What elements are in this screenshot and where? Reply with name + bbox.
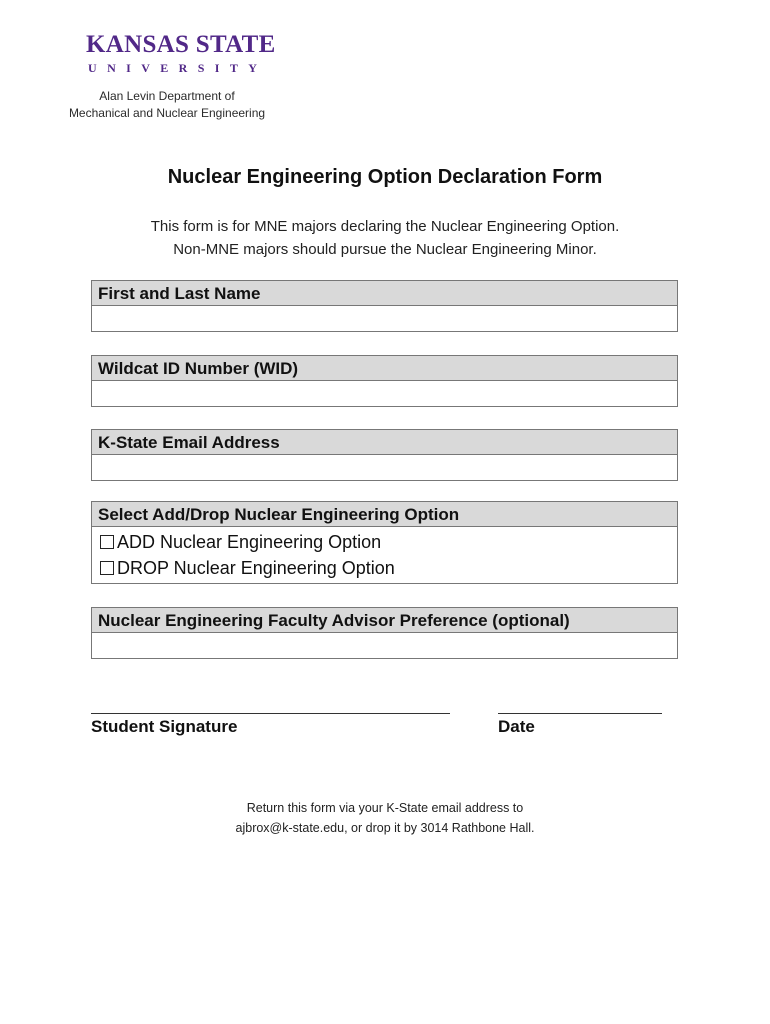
footer-line-2: ajbrox@k-state.edu, or drop it by 3014 Rathbone Hall. bbox=[235, 821, 535, 835]
student-signature-label: Student Signature bbox=[91, 717, 238, 736]
form-title: Nuclear Engineering Option Declaration Form bbox=[167, 166, 603, 188]
option-choices bbox=[92, 527, 677, 583]
option-field-label: Select Add/Drop Nuclear Engineering Option bbox=[92, 502, 677, 527]
email-input[interactable] bbox=[92, 455, 677, 480]
return-instructions bbox=[0, 798, 770, 838]
intro-line-2: Non-MNE majors should pursue the Nuclear Engineering Minor. bbox=[173, 241, 597, 258]
intro-line-1: This form is for MNE majors declaring the Nuclear Engineering Option. bbox=[150, 218, 620, 235]
name-field-group bbox=[91, 280, 678, 332]
email-field-group bbox=[91, 429, 678, 481]
drop-option-checkbox[interactable] bbox=[100, 561, 114, 575]
email-field-label: K-State Email Address bbox=[92, 430, 677, 455]
footer-line-1: Return this form via your K-State email address to bbox=[246, 801, 524, 815]
wid-field-label: Wildcat ID Number (WID) bbox=[92, 356, 677, 381]
university-subtitle: UNIVERSITY bbox=[88, 61, 268, 75]
advisor-input[interactable] bbox=[92, 633, 677, 658]
kstate-logo bbox=[62, 30, 282, 122]
university-name: KANSAS STATE bbox=[86, 31, 276, 58]
wid-input[interactable] bbox=[92, 381, 677, 406]
add-option-row[interactable] bbox=[100, 529, 677, 555]
drop-option-row[interactable] bbox=[100, 555, 677, 581]
name-input[interactable] bbox=[92, 306, 677, 331]
department-line-1: Alan Levin Department of bbox=[99, 89, 235, 103]
signature-line[interactable] bbox=[91, 713, 450, 714]
department-line-2: Mechanical and Nuclear Engineering bbox=[68, 106, 266, 120]
department-name bbox=[62, 88, 282, 122]
add-option-label: ADD Nuclear Engineering Option bbox=[117, 532, 382, 552]
date-line[interactable] bbox=[498, 713, 662, 714]
form-intro bbox=[0, 215, 770, 261]
date-label: Date bbox=[498, 717, 535, 736]
advisor-field-label: Nuclear Engineering Faculty Advisor Preference (optional) bbox=[92, 608, 677, 633]
add-option-checkbox[interactable] bbox=[100, 535, 114, 549]
advisor-field-group bbox=[91, 607, 678, 659]
drop-option-label: DROP Nuclear Engineering Option bbox=[117, 558, 395, 578]
option-field-group bbox=[91, 501, 678, 584]
name-field-label: First and Last Name bbox=[92, 281, 677, 306]
wid-field-group bbox=[91, 355, 678, 407]
